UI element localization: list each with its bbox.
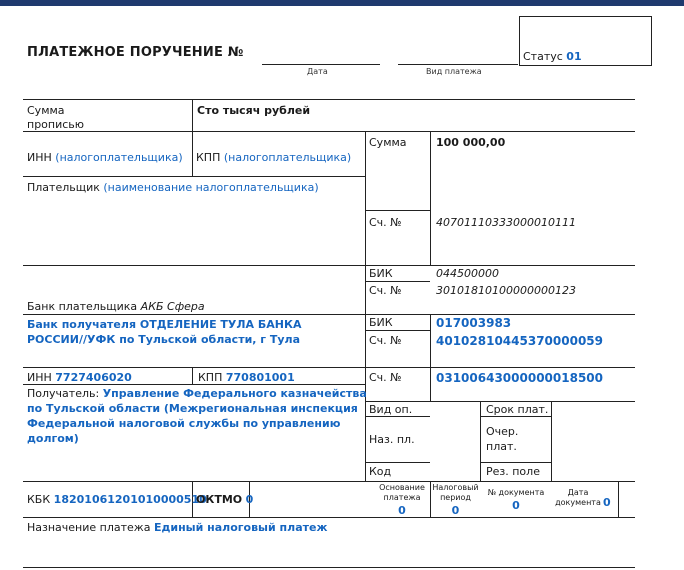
grid-line <box>365 131 366 481</box>
payer-bik-label: БИК <box>369 267 393 280</box>
recipient-bik-value: 017003983 <box>436 316 512 330</box>
docdate-value: 0 <box>603 496 611 509</box>
payer-account-label: Сч. № <box>369 216 402 229</box>
grid-line <box>23 367 635 368</box>
payer-kpp-hint: (налогоплательщика) <box>223 151 352 164</box>
payer-name <box>27 181 319 195</box>
basis-value: 0 <box>398 504 406 517</box>
docnum-label: № документа <box>487 488 545 497</box>
basis-label-2: платежа <box>383 493 421 502</box>
recipient-account-value: 03100643000000018500 <box>436 371 603 385</box>
grid-line <box>618 481 619 517</box>
recipient-bank-line-1: Банк получателя ОТДЕЛЕНИЕ ТУЛА БАНКА <box>27 318 302 331</box>
payer-bank-value: АКБ Сфера <box>140 300 205 313</box>
payer-name-label: Плательщик <box>27 181 100 194</box>
grid-line <box>23 567 635 568</box>
docnum-value: 0 <box>512 499 520 512</box>
payer-bank-label: Банк плательщика <box>27 300 138 313</box>
recipient-corr-account-label: Сч. № <box>369 334 402 347</box>
grid-line <box>192 131 193 176</box>
grid-line <box>23 481 635 482</box>
payment-purpose <box>27 521 327 535</box>
grid-line <box>23 314 635 315</box>
oktmo-label: ОКТМО <box>196 493 243 506</box>
grid-line <box>365 210 430 211</box>
kbk <box>27 493 207 507</box>
grid-line <box>23 99 635 100</box>
grid-line <box>365 330 430 331</box>
grid-line <box>430 314 431 367</box>
payer-corr-account-value: 30101810100000000123 <box>436 284 576 297</box>
payer-inn-label: ИНН <box>27 151 52 164</box>
basis-label-1: Основание <box>379 483 425 492</box>
payer-account-value: 40701110333000010111 <box>436 216 576 229</box>
recipient-name-first <box>27 387 367 401</box>
amount-label: Сумма <box>369 136 407 149</box>
amount-words-value: Сто тысяч рублей <box>197 104 311 117</box>
grid-line <box>365 281 430 282</box>
kbk-label: КБК <box>27 493 51 506</box>
payer-inn-hint: (налогоплательщика) <box>55 151 183 164</box>
payer-inn <box>27 151 183 165</box>
kod-label: Код <box>369 465 392 478</box>
docdate-label-1: Дата <box>567 488 589 497</box>
recipient-name-line-1: Управление Федерального казначейства <box>102 387 367 400</box>
oktmo <box>196 493 253 507</box>
recipient-inn-label: ИНН <box>27 371 52 384</box>
kbk-value: 18201061201010000510 <box>53 493 207 506</box>
vid-op-label: Вид оп. <box>369 403 413 416</box>
srok-plat-label: Срок плат. <box>486 403 549 416</box>
res-pole-label: Рез. поле <box>486 465 540 478</box>
recipient-kpp-value: 770801001 <box>225 371 295 384</box>
recipient-name-label: Получатель: <box>27 387 100 400</box>
payer-kpp-label: КПП <box>196 151 221 164</box>
grid-line <box>23 517 635 518</box>
grid-line <box>23 176 365 177</box>
top-bar <box>0 0 684 6</box>
grid-line <box>23 265 635 266</box>
date-caption: Дата <box>307 67 328 76</box>
payer-name-hint: (наименование налогоплательщика) <box>103 181 319 194</box>
ocher-label-2: плат. <box>486 440 517 453</box>
grid-line <box>551 401 552 481</box>
amount-value: 100 000,00 <box>436 136 506 149</box>
recipient-account-label: Сч. № <box>369 371 402 384</box>
grid-line <box>480 462 551 463</box>
ocher-label-1: Очер. <box>486 425 519 438</box>
period-value: 0 <box>451 504 460 517</box>
grid-line <box>430 131 431 265</box>
recipient-name-line-3: Федеральной налоговой службы по управлению <box>27 417 341 430</box>
recipient-name-line-2: по Тульской области (Межрегиональная инспекция <box>27 402 358 415</box>
period-label-2: период <box>440 493 471 502</box>
amount-words-label-1: Сумма <box>27 104 65 117</box>
recipient-kpp-label: КПП <box>198 371 223 384</box>
payment-type-caption: Вид платежа <box>426 67 482 76</box>
grid-line <box>365 401 635 402</box>
recipient-bik-label: БИК <box>369 316 393 329</box>
recipient-inn-value: 7727406020 <box>55 371 132 384</box>
grid-line <box>365 462 430 463</box>
period-label-1: Налоговый <box>432 483 479 492</box>
grid-line <box>192 367 193 384</box>
payment-purpose-value: Единый налоговый платеж <box>153 521 328 534</box>
recipient-name-line-4: долгом) <box>27 432 79 445</box>
payer-bik-value: 044500000 <box>436 267 499 280</box>
payer-corr-account-label: Сч. № <box>369 284 402 297</box>
naz-pl-label: Наз. пл. <box>369 433 415 446</box>
document-title: ПЛАТЕЖНОЕ ПОРУЧЕНИЕ № <box>27 45 244 60</box>
amount-words-label-2: прописью <box>27 118 85 131</box>
grid-line <box>192 99 193 131</box>
grid-line <box>480 401 481 481</box>
oktmo-value: 0 <box>245 493 254 506</box>
recipient-inn <box>27 371 132 385</box>
grid-line <box>430 367 431 401</box>
status-label: Статус <box>523 50 563 63</box>
payer-kpp <box>196 151 351 165</box>
recipient-corr-account-value: 40102810445370000059 <box>436 334 603 348</box>
docdate-label-2: документа <box>555 498 601 507</box>
recipient-kpp <box>198 371 295 385</box>
status-value: 01 <box>566 50 582 63</box>
grid-line <box>23 131 635 132</box>
recipient-bank-line-2: РОССИИ//УФК по Тульской области, г Тула <box>27 333 301 346</box>
payer-bank <box>27 300 205 314</box>
status-field <box>523 50 582 64</box>
payment-purpose-label: Назначение платежа <box>27 521 151 534</box>
